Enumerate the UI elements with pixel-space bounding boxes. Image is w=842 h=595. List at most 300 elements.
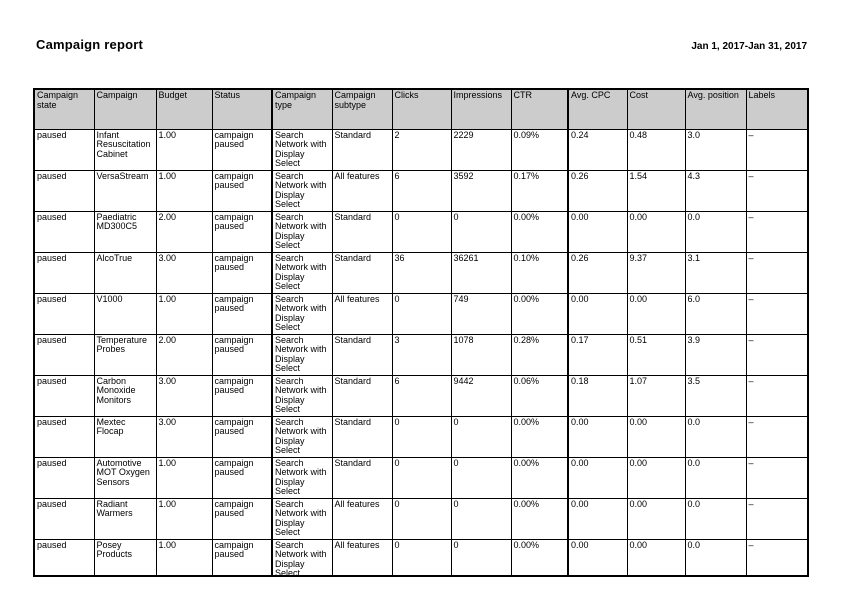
table-cell-text: 6 (394, 375, 400, 386)
table-cell (511, 416, 568, 457)
table-cell (451, 457, 511, 498)
table-cell-text: campaign paused (214, 539, 254, 559)
table-cell (332, 457, 392, 498)
table-cell (212, 457, 272, 498)
table-cell-text: Standard (334, 457, 372, 468)
date-range: Jan 1, 2017-Jan 31, 2017 (691, 41, 807, 52)
table-cell-text: – (748, 539, 754, 550)
table-cell (627, 539, 685, 576)
table-cell (212, 129, 272, 170)
table-cell-text: 0 (394, 416, 400, 427)
table-cell-text: Search Network with Display Select (275, 375, 327, 414)
table-cell (511, 211, 568, 252)
table-cell-text: – (748, 375, 754, 386)
table-cell (627, 375, 685, 416)
table-cell-text: 0 (394, 539, 400, 550)
table-cell (332, 170, 392, 211)
table-cell (685, 416, 746, 457)
table-cell-text: campaign paused (214, 293, 254, 313)
page-title: Campaign report (36, 37, 144, 52)
table-cell (332, 375, 392, 416)
table-cell-text: 1078 (453, 334, 474, 345)
table-cell (451, 170, 511, 211)
table-cell-text: 9442 (453, 375, 474, 386)
column-header: CTR (511, 89, 568, 129)
table-cell (332, 416, 392, 457)
table-cell-text: Search Network with Display Select (275, 252, 327, 291)
table-cell (568, 293, 627, 334)
table-cell (568, 170, 627, 211)
table-cell-text: campaign paused (214, 211, 254, 231)
table-cell (451, 334, 511, 375)
table-row (34, 293, 808, 334)
table-cell-text: 1.00 (158, 129, 177, 140)
table-cell-text: 1.00 (158, 498, 177, 509)
table-cell-text: 0.00 (629, 498, 648, 509)
table-cell-text: 0.00 (571, 498, 589, 509)
column-header: Avg. CPC (568, 89, 627, 129)
table-cell-text: – (748, 293, 754, 304)
column-header: Budget (156, 89, 212, 129)
table-row (34, 211, 808, 252)
table-cell-text: 0.00 (629, 539, 648, 550)
table-cell (685, 457, 746, 498)
table-cell (156, 252, 212, 293)
table-cell (392, 334, 451, 375)
table-cell-text: 0.06% (513, 375, 540, 386)
table-cell-text: Search Network with Display Select (275, 539, 327, 578)
table-cell-text: VersaStream (96, 170, 149, 181)
table-cell-text: 0 (453, 498, 459, 509)
table-cell (627, 457, 685, 498)
table-cell (34, 375, 94, 416)
table-cell (332, 539, 392, 576)
table-cell (746, 252, 808, 293)
table-cell (746, 498, 808, 539)
table-row (34, 334, 808, 375)
table-cell (94, 129, 156, 170)
table-cell (332, 129, 392, 170)
table-cell (685, 539, 746, 576)
table-cell-text: 1.54 (629, 170, 648, 181)
table-cell-text: Search Network with Display Select (275, 416, 327, 455)
column-header: Campaign subtype (332, 89, 392, 129)
table-cell (511, 539, 568, 576)
table-cell-text: 3 (394, 334, 400, 345)
table-cell (212, 293, 272, 334)
table-cell (156, 457, 212, 498)
table-cell (34, 293, 94, 334)
table-cell-text: 6 (394, 170, 400, 181)
table-cell-text: campaign paused (214, 129, 254, 149)
table-cell-text: All features (334, 293, 380, 304)
table-cell-text: 0.00% (513, 293, 540, 304)
table-cell-text: Paediatric MD300C5 (96, 211, 138, 231)
table-cell-text: – (748, 170, 754, 181)
table-cell (156, 498, 212, 539)
table-cell (568, 416, 627, 457)
table-cell (272, 416, 332, 457)
table-cell-text: 0.17% (513, 170, 540, 181)
table-cell (568, 129, 627, 170)
table-cell (34, 334, 94, 375)
table-cell-text: 0.09% (513, 129, 540, 140)
table-cell (568, 252, 627, 293)
table-cell (392, 211, 451, 252)
table-cell-text: 0.26 (571, 170, 589, 181)
table-cell (272, 334, 332, 375)
table-cell (272, 170, 332, 211)
table-cell-text: campaign paused (214, 252, 254, 272)
table-cell (746, 170, 808, 211)
table-cell (392, 539, 451, 576)
table-cell (332, 211, 392, 252)
table-cell-text: 36 (394, 252, 405, 263)
table-cell-text: 0.00% (513, 416, 540, 427)
table-header-row (34, 89, 808, 129)
table-cell-text: 0.26 (571, 252, 589, 263)
table-cell (451, 129, 511, 170)
table-cell-text: Mextec Flocap (96, 416, 126, 436)
table-cell (511, 375, 568, 416)
table-cell (272, 498, 332, 539)
table-cell-text: 0 (453, 416, 459, 427)
table-cell (156, 129, 212, 170)
table-cell-text: 0.00% (513, 457, 540, 468)
table-cell (627, 170, 685, 211)
table-cell (94, 170, 156, 211)
table-cell-text: Standard (334, 334, 372, 345)
table-cell (685, 129, 746, 170)
table-cell-text: Carbon Monoxide Monitors (96, 375, 136, 405)
table-cell (627, 252, 685, 293)
table-cell (272, 293, 332, 334)
table-cell (511, 457, 568, 498)
table-row (34, 498, 808, 539)
table-cell-text: 0.00 (629, 457, 648, 468)
table-cell-text: – (748, 498, 754, 509)
table-cell-text: 0.0 (687, 498, 701, 509)
table-cell (212, 539, 272, 576)
table-cell (451, 211, 511, 252)
table-cell (332, 498, 392, 539)
table-cell (156, 416, 212, 457)
table-cell-text: 36261 (453, 252, 479, 263)
table-row (34, 252, 808, 293)
table-cell-text: 0.00 (629, 416, 648, 427)
table-cell-text: 4.3 (687, 170, 701, 181)
table-cell-text: Radiant Warmers (96, 498, 133, 518)
table-cell-text: 0 (453, 539, 459, 550)
table-cell-text: Posey Products (96, 539, 133, 559)
table-cell (568, 375, 627, 416)
table-cell (568, 334, 627, 375)
table-cell-text: Search Network with Display Select (275, 129, 327, 168)
report-header (36, 37, 807, 52)
table-cell (212, 211, 272, 252)
table-cell-text: – (748, 457, 754, 468)
table-cell-text: paused (37, 211, 67, 222)
table-cell (627, 129, 685, 170)
table-cell-text: 3.00 (158, 375, 177, 386)
table-cell-text: Standard (334, 211, 372, 222)
table-cell-text: 0.0 (687, 211, 701, 222)
table-cell-text: 2.00 (158, 211, 177, 222)
table-cell-text: 3.00 (158, 416, 177, 427)
table-cell-text: AlcoTrue (96, 252, 133, 263)
table-cell-text: V1000 (96, 293, 123, 304)
table-cell-text: 1.00 (158, 170, 177, 181)
table-cell-text: campaign paused (214, 457, 254, 477)
table-cell-text: paused (37, 498, 67, 509)
column-header: Labels (746, 89, 808, 129)
table-cell-text: paused (37, 252, 67, 263)
table-cell (568, 457, 627, 498)
table-cell-text: Search Network with Display Select (275, 293, 327, 332)
table-cell-text: 2229 (453, 129, 474, 140)
table-body (34, 129, 808, 576)
table-cell (746, 416, 808, 457)
table-cell-text: Automotive MOT Oxygen Sensors (96, 457, 150, 487)
table-cell (34, 252, 94, 293)
table-row (34, 375, 808, 416)
table-cell (94, 457, 156, 498)
table-cell-text: paused (37, 457, 67, 468)
column-header: Campaign state (34, 89, 94, 129)
table-cell-text: paused (37, 129, 67, 140)
table-row (34, 129, 808, 170)
table-cell (156, 170, 212, 211)
table-cell (746, 539, 808, 576)
table-cell (212, 498, 272, 539)
table-cell (451, 375, 511, 416)
table-cell (34, 129, 94, 170)
table-cell (272, 457, 332, 498)
table-cell (212, 334, 272, 375)
table-cell-text: 0.28% (513, 334, 540, 345)
table-cell (212, 375, 272, 416)
table-cell (511, 334, 568, 375)
column-header: Avg. position (685, 89, 746, 129)
column-header: Clicks (392, 89, 451, 129)
table-cell (451, 252, 511, 293)
table-cell-text: – (748, 252, 754, 263)
table-cell-text: 1.00 (158, 539, 177, 550)
table-cell (627, 211, 685, 252)
table-cell-text: paused (37, 334, 67, 345)
table-cell (212, 416, 272, 457)
table-cell (392, 293, 451, 334)
table-cell (568, 211, 627, 252)
table-cell-text: 6.0 (687, 293, 701, 304)
table-cell-text: 0.00 (571, 293, 589, 304)
table-cell (272, 375, 332, 416)
table-cell (94, 375, 156, 416)
table-cell-text: 0.0 (687, 416, 701, 427)
table-cell-text: 0.00 (571, 457, 589, 468)
table-cell-text: Search Network with Display Select (275, 498, 327, 537)
table-cell (392, 170, 451, 211)
table-cell (451, 539, 511, 576)
table-cell-text: campaign paused (214, 498, 254, 518)
table-cell-text: 0.17 (571, 334, 589, 345)
table-cell-text: 3.1 (687, 252, 701, 263)
table-cell (685, 498, 746, 539)
table-cell-text: 3.0 (687, 129, 701, 140)
table-cell (511, 498, 568, 539)
table-cell (34, 498, 94, 539)
table-cell-text: Infant Resuscitation Cabinet (96, 129, 151, 159)
table-cell (156, 293, 212, 334)
table-cell-text: Standard (334, 252, 372, 263)
table-cell (511, 170, 568, 211)
table-cell-text: 1.00 (158, 457, 177, 468)
table-cell-text: 0 (394, 498, 400, 509)
table-cell (685, 170, 746, 211)
table-cell (332, 252, 392, 293)
table-cell (627, 334, 685, 375)
column-header: Impressions (451, 89, 511, 129)
table-cell (392, 252, 451, 293)
table-cell-text: 3592 (453, 170, 474, 181)
table-cell (34, 170, 94, 211)
table-cell (451, 498, 511, 539)
table-cell (511, 252, 568, 293)
table-cell (685, 293, 746, 334)
table-cell-text: 0.00% (513, 539, 540, 550)
table-cell (272, 129, 332, 170)
column-header: Campaign (94, 89, 156, 129)
table-cell (392, 129, 451, 170)
table-cell (156, 334, 212, 375)
table-cell-text: Search Network with Display Select (275, 334, 327, 373)
table-cell (94, 498, 156, 539)
table-cell (746, 129, 808, 170)
table-cell (627, 293, 685, 334)
table-cell-text: paused (37, 293, 67, 304)
table-cell (746, 334, 808, 375)
table-cell (94, 252, 156, 293)
table-cell (392, 498, 451, 539)
table-cell (511, 293, 568, 334)
table-cell (332, 334, 392, 375)
table-cell (685, 252, 746, 293)
table-cell (156, 211, 212, 252)
table-cell-text: 749 (453, 293, 469, 304)
table-cell-text: 0.00 (629, 211, 648, 222)
table-row (34, 457, 808, 498)
table-cell-text: 0.18 (571, 375, 589, 386)
table-row (34, 170, 808, 211)
table-cell (746, 293, 808, 334)
table-cell (34, 416, 94, 457)
table-cell (156, 375, 212, 416)
table-cell (746, 211, 808, 252)
table-cell (568, 498, 627, 539)
table-cell (94, 334, 156, 375)
campaign-report-table (33, 88, 809, 577)
table-cell-text: 0.00 (571, 416, 589, 427)
table-cell-text: campaign paused (214, 170, 254, 190)
table-cell-text: 0 (394, 457, 400, 468)
table-cell (332, 293, 392, 334)
table-cell-text: Standard (334, 375, 372, 386)
table-cell (627, 498, 685, 539)
table-cell (272, 252, 332, 293)
table-cell-text: 3.00 (158, 252, 177, 263)
table-cell-text: 0.00 (629, 293, 648, 304)
table-cell (451, 293, 511, 334)
table-cell-text: – (748, 334, 754, 345)
table-cell-text: Search Network with Display Select (275, 170, 327, 209)
table-cell-text: All features (334, 170, 380, 181)
table-cell-text: 0.00 (571, 211, 589, 222)
table-cell-text: Search Network with Display Select (275, 211, 327, 250)
table-cell (272, 211, 332, 252)
table-cell-text: campaign paused (214, 334, 254, 354)
table-cell-text: 9.37 (629, 252, 648, 263)
table-cell (156, 539, 212, 576)
table-cell (746, 375, 808, 416)
table-cell-text: campaign paused (214, 375, 254, 395)
table-cell-text: 1.00 (158, 293, 177, 304)
table-cell-text: 0 (453, 211, 459, 222)
table-row (34, 539, 808, 576)
table-cell (511, 129, 568, 170)
column-header: Cost (627, 89, 685, 129)
table-cell (34, 457, 94, 498)
table-cell-text: 3.5 (687, 375, 701, 386)
table-cell-text: paused (37, 539, 67, 550)
table-cell-text: – (748, 211, 754, 222)
table-cell (392, 457, 451, 498)
table-cell (34, 539, 94, 576)
table-cell-text: 0 (453, 457, 459, 468)
table-cell-text: campaign paused (214, 416, 254, 436)
table-cell (94, 293, 156, 334)
table-cell-text: 2.00 (158, 334, 177, 345)
table-cell-text: Search Network with Display Select (275, 457, 327, 496)
table-cell (272, 539, 332, 576)
column-header: Status (212, 89, 272, 129)
table-cell-text: Temperature Probes (96, 334, 148, 354)
table-cell-text: – (748, 129, 754, 140)
table-cell-text: All features (334, 498, 380, 509)
table-cell-text: 1.07 (629, 375, 648, 386)
table-cell (94, 211, 156, 252)
table-cell-text: paused (37, 170, 67, 181)
table-cell-text: 0.0 (687, 457, 701, 468)
table-cell (685, 334, 746, 375)
table-cell-text: 0.10% (513, 252, 540, 263)
table-cell-text: 0.00% (513, 211, 540, 222)
table-cell (392, 375, 451, 416)
table-cell (746, 457, 808, 498)
table-cell (568, 539, 627, 576)
table-cell-text: – (748, 416, 754, 427)
table-cell-text: All features (334, 539, 380, 550)
table-cell-text: 3.9 (687, 334, 701, 345)
table-cell (94, 416, 156, 457)
table-cell-text: 0.48 (629, 129, 648, 140)
table-cell-text: Standard (334, 416, 372, 427)
table-cell-text: 0.00 (571, 539, 589, 550)
table-cell (94, 539, 156, 576)
table-cell-text: 0.24 (571, 129, 589, 140)
table-cell-text: 0.0 (687, 539, 701, 550)
table-row (34, 416, 808, 457)
table-cell-text: Standard (334, 129, 372, 140)
